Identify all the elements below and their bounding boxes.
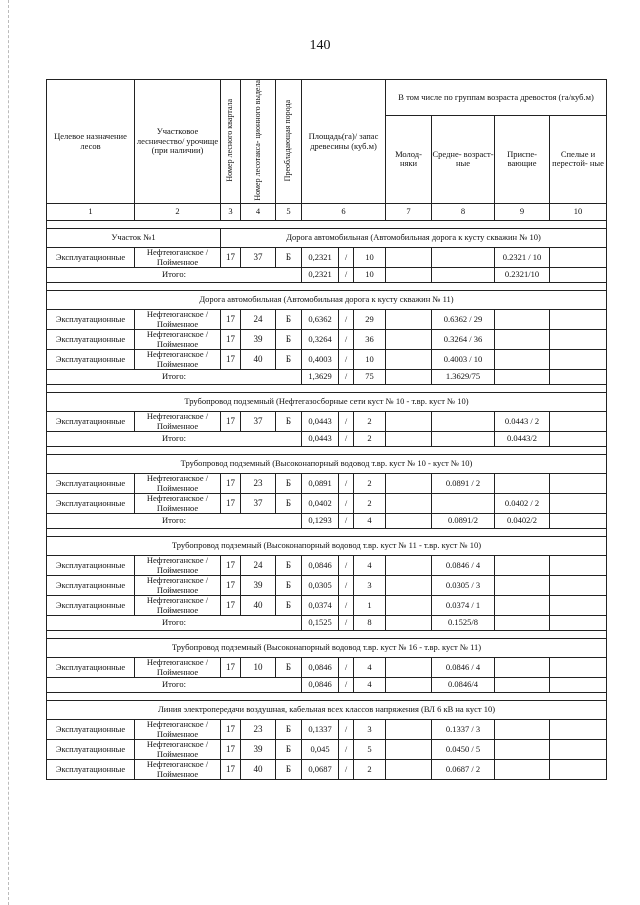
col-number: 4: [241, 204, 276, 221]
cell-mature: [550, 412, 607, 432]
cell-volume: 2: [354, 494, 386, 514]
total-mature: [550, 678, 607, 693]
total-premature: 0.2321/10: [495, 268, 550, 283]
cell-middle: 0.0891 / 2: [432, 474, 495, 494]
cell-purpose: Эксплуатационные: [47, 596, 135, 616]
cell-mature: [550, 720, 607, 740]
total-row: [47, 514, 607, 529]
section-title: Дорога автомобильная (Автомобильная дорога к кусту скважин № 11): [47, 291, 607, 310]
table-row: [47, 760, 607, 780]
cell-area: 0,0846: [302, 658, 339, 678]
cell-vydel: 23: [241, 720, 276, 740]
cell-premature: [495, 658, 550, 678]
cell-mature: [550, 330, 607, 350]
cell-middle: 0.3264 / 36: [432, 330, 495, 350]
cell-purpose: Эксплуатационные: [47, 760, 135, 780]
cell-young: [386, 350, 432, 370]
cell-premature: [495, 720, 550, 740]
col-number: 9: [495, 204, 550, 221]
total-young: [386, 268, 432, 283]
spacer: [47, 283, 607, 291]
total-volume: 2: [354, 432, 386, 447]
col-number: 5: [276, 204, 302, 221]
total-label: Итого:: [47, 678, 302, 693]
total-middle: 0.1525/8: [432, 616, 495, 631]
cell-premature: [495, 474, 550, 494]
cell-species: Б: [276, 556, 302, 576]
cell-quarter: 17: [221, 474, 241, 494]
cell-area: 0,0402: [302, 494, 339, 514]
cell-district: Нефтеюганское / Пойменное: [135, 412, 221, 432]
section-title: Трубопровод подземный (Высоконапорный водовод т.вр. куст № 16 - т.вр. куст № 11): [47, 639, 607, 658]
cell-slash: /: [339, 494, 354, 514]
total-middle: [432, 268, 495, 283]
cell-quarter: 17: [221, 412, 241, 432]
table-row: [47, 740, 607, 760]
cell-vydel: 23: [241, 474, 276, 494]
header-young: Молод- няки: [386, 115, 432, 203]
total-middle: [432, 432, 495, 447]
total-label: Итого:: [47, 370, 302, 385]
cell-vydel: 10: [241, 658, 276, 678]
total-volume: 4: [354, 514, 386, 529]
table-row: [47, 248, 607, 268]
total-mature: [550, 514, 607, 529]
total-label: Итого:: [47, 514, 302, 529]
cell-quarter: 17: [221, 740, 241, 760]
cell-district: Нефтеюганское / Пойменное: [135, 350, 221, 370]
cell-area: 0,0374: [302, 596, 339, 616]
total-middle: 0.0891/2: [432, 514, 495, 529]
total-volume: 10: [354, 268, 386, 283]
col-number: 7: [386, 204, 432, 221]
cell-vydel: 39: [241, 576, 276, 596]
spacer: [47, 221, 607, 229]
cell-volume: 2: [354, 412, 386, 432]
cell-quarter: 17: [221, 310, 241, 330]
cell-quarter: 17: [221, 720, 241, 740]
header-mature: Спелые и перестой- ные: [550, 115, 607, 203]
total-label: Итого:: [47, 268, 302, 283]
header-premature: Приспе- вающие: [495, 115, 550, 203]
cell-area: 0,0891: [302, 474, 339, 494]
total-slash: /: [339, 432, 354, 447]
cell-young: [386, 494, 432, 514]
cell-slash: /: [339, 350, 354, 370]
total-mature: [550, 432, 607, 447]
cell-slash: /: [339, 596, 354, 616]
total-area: 1,3629: [302, 370, 339, 385]
cell-district: Нефтеюганское / Пойменное: [135, 596, 221, 616]
total-row: [47, 678, 607, 693]
cell-slash: /: [339, 760, 354, 780]
cell-mature: [550, 494, 607, 514]
cell-district: Нефтеюганское / Пойменное: [135, 248, 221, 268]
cell-middle: 0.6362 / 29: [432, 310, 495, 330]
cell-volume: 29: [354, 310, 386, 330]
cell-volume: 1: [354, 596, 386, 616]
cell-slash: /: [339, 412, 354, 432]
cell-mature: [550, 576, 607, 596]
cell-volume: 5: [354, 740, 386, 760]
cell-species: Б: [276, 310, 302, 330]
cell-district: Нефтеюганское / Пойменное: [135, 576, 221, 596]
cell-middle: 0.0305 / 3: [432, 576, 495, 596]
cell-area: 0,0305: [302, 576, 339, 596]
cell-purpose: Эксплуатационные: [47, 248, 135, 268]
cell-premature: [495, 596, 550, 616]
cell-mature: [550, 740, 607, 760]
total-slash: /: [339, 514, 354, 529]
cell-purpose: Эксплуатационные: [47, 350, 135, 370]
cell-premature: [495, 760, 550, 780]
cell-young: [386, 412, 432, 432]
header-area: Площадь(га)/ запас древесины (куб.м): [302, 80, 386, 204]
cell-volume: 10: [354, 350, 386, 370]
total-volume: 4: [354, 678, 386, 693]
cell-district: Нефтеюганское / Пойменное: [135, 494, 221, 514]
cell-middle: 0.0846 / 4: [432, 658, 495, 678]
total-area: 0,1293: [302, 514, 339, 529]
col-number: 3: [221, 204, 241, 221]
cell-slash: /: [339, 658, 354, 678]
cell-species: Б: [276, 740, 302, 760]
cell-mature: [550, 596, 607, 616]
cell-volume: 4: [354, 556, 386, 576]
table-row: [47, 310, 607, 330]
page-number: 140: [309, 38, 331, 53]
col-number: 6: [302, 204, 386, 221]
cell-vydel: 40: [241, 596, 276, 616]
header-middle: Средне- возраст- ные: [432, 115, 495, 203]
table-row: [47, 556, 607, 576]
cell-district: Нефтеюганское / Пойменное: [135, 740, 221, 760]
cell-young: [386, 310, 432, 330]
header-purpose: Целевое назначение лесов: [47, 80, 135, 204]
cell-slash: /: [339, 740, 354, 760]
cell-area: 0,2321: [302, 248, 339, 268]
header-quarter: Номер лесного квартала: [221, 80, 241, 204]
cell-slash: /: [339, 576, 354, 596]
table-row: [47, 576, 607, 596]
cell-middle: 0.0450 / 5: [432, 740, 495, 760]
cell-mature: [550, 658, 607, 678]
table-row: [47, 350, 607, 370]
total-premature: 0.0443/2: [495, 432, 550, 447]
cell-premature: 0.0402 / 2: [495, 494, 550, 514]
cell-quarter: 17: [221, 760, 241, 780]
cell-purpose: Эксплуатационные: [47, 474, 135, 494]
cell-young: [386, 596, 432, 616]
cell-middle: 0.1337 / 3: [432, 720, 495, 740]
cell-species: Б: [276, 494, 302, 514]
cell-volume: 3: [354, 720, 386, 740]
cell-area: 0,0687: [302, 760, 339, 780]
table-row: [47, 720, 607, 740]
cell-mature: [550, 350, 607, 370]
cell-young: [386, 330, 432, 350]
cell-quarter: 17: [221, 330, 241, 350]
section-title: Трубопровод подземный (Нефтегазосборные сети куст № 10 - т.вр. куст № 10): [47, 393, 607, 412]
cell-species: Б: [276, 474, 302, 494]
cell-purpose: Эксплуатационные: [47, 556, 135, 576]
cell-area: 0,0846: [302, 556, 339, 576]
cell-mature: [550, 474, 607, 494]
cell-quarter: 17: [221, 494, 241, 514]
cell-district: Нефтеюганское / Пойменное: [135, 658, 221, 678]
total-row: [47, 432, 607, 447]
table-row: [47, 474, 607, 494]
cell-species: Б: [276, 720, 302, 740]
cell-quarter: 17: [221, 350, 241, 370]
total-middle: 1.3629/75: [432, 370, 495, 385]
cell-district: Нефтеюганское / Пойменное: [135, 556, 221, 576]
section-title: Трубопровод подземный (Высоконапорный водовод т.вр. куст № 11 - т.вр. куст № 10): [47, 537, 607, 556]
cell-young: [386, 760, 432, 780]
cell-purpose: Эксплуатационные: [47, 740, 135, 760]
cell-area: 0,4003: [302, 350, 339, 370]
header-vydel: Номер лесотакса- ционного выдела: [241, 80, 276, 204]
spacer: [47, 631, 607, 639]
header-age-groups: В том числе по группам возраста древостоя (га/куб.м): [386, 80, 607, 116]
total-slash: /: [339, 370, 354, 385]
cell-mature: [550, 310, 607, 330]
cell-purpose: Эксплуатационные: [47, 412, 135, 432]
col-number: 10: [550, 204, 607, 221]
cell-premature: [495, 350, 550, 370]
cell-vydel: 24: [241, 310, 276, 330]
cell-volume: 2: [354, 474, 386, 494]
forest-inventory-table: [46, 79, 607, 780]
cell-area: 0,1337: [302, 720, 339, 740]
cell-middle: 0.0687 / 2: [432, 760, 495, 780]
cell-vydel: 37: [241, 494, 276, 514]
table-row: [47, 596, 607, 616]
cell-middle: 0.0374 / 1: [432, 596, 495, 616]
cell-slash: /: [339, 248, 354, 268]
section-title: Дорога автомобильная (Автомобильная дорога к кусту скважин № 10): [221, 229, 607, 248]
total-young: [386, 514, 432, 529]
cell-vydel: 37: [241, 412, 276, 432]
cell-species: Б: [276, 412, 302, 432]
total-slash: /: [339, 678, 354, 693]
cell-premature: [495, 576, 550, 596]
cell-vydel: 39: [241, 740, 276, 760]
cell-volume: 2: [354, 760, 386, 780]
cell-middle: [432, 248, 495, 268]
total-label: Итого:: [47, 432, 302, 447]
total-middle: 0.0846/4: [432, 678, 495, 693]
cell-district: Нефтеюганское / Пойменное: [135, 720, 221, 740]
cell-slash: /: [339, 720, 354, 740]
spacer: [47, 529, 607, 537]
col-number: 8: [432, 204, 495, 221]
cell-district: Нефтеюганское / Пойменное: [135, 310, 221, 330]
cell-young: [386, 740, 432, 760]
total-premature: [495, 616, 550, 631]
cell-premature: 0.0443 / 2: [495, 412, 550, 432]
cell-middle: [432, 412, 495, 432]
total-label: Итого:: [47, 616, 302, 631]
cell-young: [386, 248, 432, 268]
total-area: 0,0846: [302, 678, 339, 693]
cell-species: Б: [276, 658, 302, 678]
cell-young: [386, 658, 432, 678]
total-young: [386, 678, 432, 693]
cell-slash: /: [339, 330, 354, 350]
total-mature: [550, 616, 607, 631]
table-body: [47, 229, 607, 780]
total-young: [386, 432, 432, 447]
total-premature: [495, 370, 550, 385]
total-premature: 0.0402/2: [495, 514, 550, 529]
total-volume: 8: [354, 616, 386, 631]
total-premature: [495, 678, 550, 693]
cell-species: Б: [276, 350, 302, 370]
cell-premature: [495, 310, 550, 330]
table-row: [47, 494, 607, 514]
cell-quarter: 17: [221, 576, 241, 596]
cell-purpose: Эксплуатационные: [47, 658, 135, 678]
cell-young: [386, 576, 432, 596]
cell-area: 0,045: [302, 740, 339, 760]
cell-slash: /: [339, 556, 354, 576]
cell-slash: /: [339, 310, 354, 330]
table-row: [47, 658, 607, 678]
cell-purpose: Эксплуатационные: [47, 576, 135, 596]
table-row: [47, 330, 607, 350]
total-slash: /: [339, 616, 354, 631]
cell-volume: 36: [354, 330, 386, 350]
total-young: [386, 370, 432, 385]
scan-margin-line: [8, 0, 10, 905]
total-young: [386, 616, 432, 631]
cell-young: [386, 556, 432, 576]
total-area: 0,2321: [302, 268, 339, 283]
cell-mature: [550, 760, 607, 780]
cell-premature: [495, 740, 550, 760]
spacer: [47, 385, 607, 393]
cell-premature: [495, 556, 550, 576]
cell-slash: /: [339, 474, 354, 494]
spacer: [47, 693, 607, 701]
cell-premature: [495, 330, 550, 350]
cell-species: Б: [276, 576, 302, 596]
table-row: [47, 412, 607, 432]
cell-quarter: 17: [221, 556, 241, 576]
cell-area: 0,0443: [302, 412, 339, 432]
cell-vydel: 40: [241, 350, 276, 370]
cell-purpose: Эксплуатационные: [47, 494, 135, 514]
section-title: Трубопровод подземный (Высоконапорный водовод т.вр. куст № 10 - куст № 10): [47, 455, 607, 474]
cell-mature: [550, 556, 607, 576]
cell-mature: [550, 248, 607, 268]
cell-species: Б: [276, 596, 302, 616]
cell-middle: 0.4003 / 10: [432, 350, 495, 370]
cell-area: 0,3264: [302, 330, 339, 350]
total-slash: /: [339, 268, 354, 283]
cell-vydel: 24: [241, 556, 276, 576]
header-species: Преобладающая порода: [276, 80, 302, 204]
cell-species: Б: [276, 760, 302, 780]
cell-purpose: Эксплуатационные: [47, 720, 135, 740]
total-row: [47, 268, 607, 283]
cell-volume: 10: [354, 248, 386, 268]
total-row: [47, 370, 607, 385]
total-mature: [550, 268, 607, 283]
cell-species: Б: [276, 248, 302, 268]
cell-quarter: 17: [221, 248, 241, 268]
cell-purpose: Эксплуатационные: [47, 310, 135, 330]
section-title: Линия электропередачи воздушная, кабельная всех классов напряжения (ВЛ 6 кВ на куст 10): [47, 701, 607, 720]
cell-vydel: 37: [241, 248, 276, 268]
total-area: 0,1525: [302, 616, 339, 631]
cell-species: Б: [276, 330, 302, 350]
spacer: [47, 447, 607, 455]
cell-volume: 4: [354, 658, 386, 678]
cell-purpose: Эксплуатационные: [47, 330, 135, 350]
total-row: [47, 616, 607, 631]
cell-volume: 3: [354, 576, 386, 596]
total-volume: 75: [354, 370, 386, 385]
cell-quarter: 17: [221, 596, 241, 616]
cell-district: Нефтеюганское / Пойменное: [135, 474, 221, 494]
total-mature: [550, 370, 607, 385]
cell-middle: 0.0846 / 4: [432, 556, 495, 576]
total-area: 0,0443: [302, 432, 339, 447]
header-district: Участковое лесничество/ урочище (при наличии): [135, 80, 221, 204]
cell-vydel: 40: [241, 760, 276, 780]
col-number: 1: [47, 204, 135, 221]
cell-young: [386, 474, 432, 494]
cell-district: Нефтеюганское / Пойменное: [135, 330, 221, 350]
plot-label: Участок №1: [47, 229, 221, 248]
cell-quarter: 17: [221, 658, 241, 678]
cell-district: Нефтеюганское / Пойменное: [135, 760, 221, 780]
cell-area: 0,6362: [302, 310, 339, 330]
cell-middle: [432, 494, 495, 514]
cell-premature: 0.2321 / 10: [495, 248, 550, 268]
cell-vydel: 39: [241, 330, 276, 350]
col-number: 2: [135, 204, 221, 221]
cell-young: [386, 720, 432, 740]
